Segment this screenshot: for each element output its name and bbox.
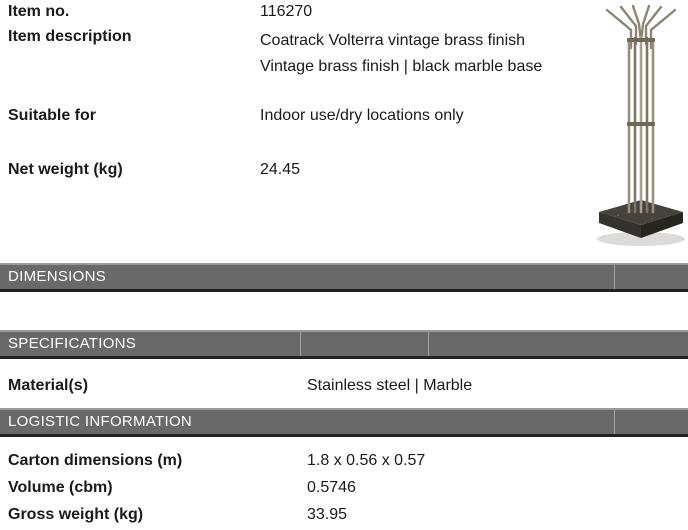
volume-label: Volume (cbm) [8,479,113,496]
section-bar-dimensions [0,263,688,292]
section-title-dimensions: DIMENSIONS [8,268,107,285]
volume-value: 0.5746 [307,479,356,496]
item-description-label: Item description [8,28,132,45]
item-description-value [260,28,542,80]
section-title-specifications: SPECIFICATIONS [8,335,137,352]
section-bar-specifications [0,330,688,359]
section-title-logistics: LOGISTIC INFORMATION [8,413,193,430]
item-no-value: 116270 [260,3,313,20]
section-bar-logistics [0,408,688,437]
net-weight-label: Net weight (kg) [8,161,123,178]
bar-divider [428,332,429,356]
carton-dimensions-label: Carton dimensions (m) [8,452,183,469]
gross-weight-label: Gross weight (kg) [8,506,144,523]
bar-divider [614,265,615,289]
material-label: Material(s) [8,377,89,394]
item-no-label: Item no. [8,3,70,20]
carton-dimensions-value: 1.8 x 0.56 x 0.57 [307,452,426,469]
bar-divider [300,332,301,356]
gross-weight-value: 33.95 [307,506,348,523]
suitable-for-value: Indoor use/dry locations only [260,107,464,124]
item-description-line-2: Vintage brass finish | black marble base [260,58,543,75]
net-weight-value: 24.45 [260,161,301,178]
bar-divider [614,410,615,434]
item-description-line-1: Coatrack Volterra vintage brass finish [260,32,526,49]
product-photo-coatrack [594,4,688,252]
suitable-for-label: Suitable for [8,107,97,124]
material-value: Stainless steel | Marble [307,377,473,394]
